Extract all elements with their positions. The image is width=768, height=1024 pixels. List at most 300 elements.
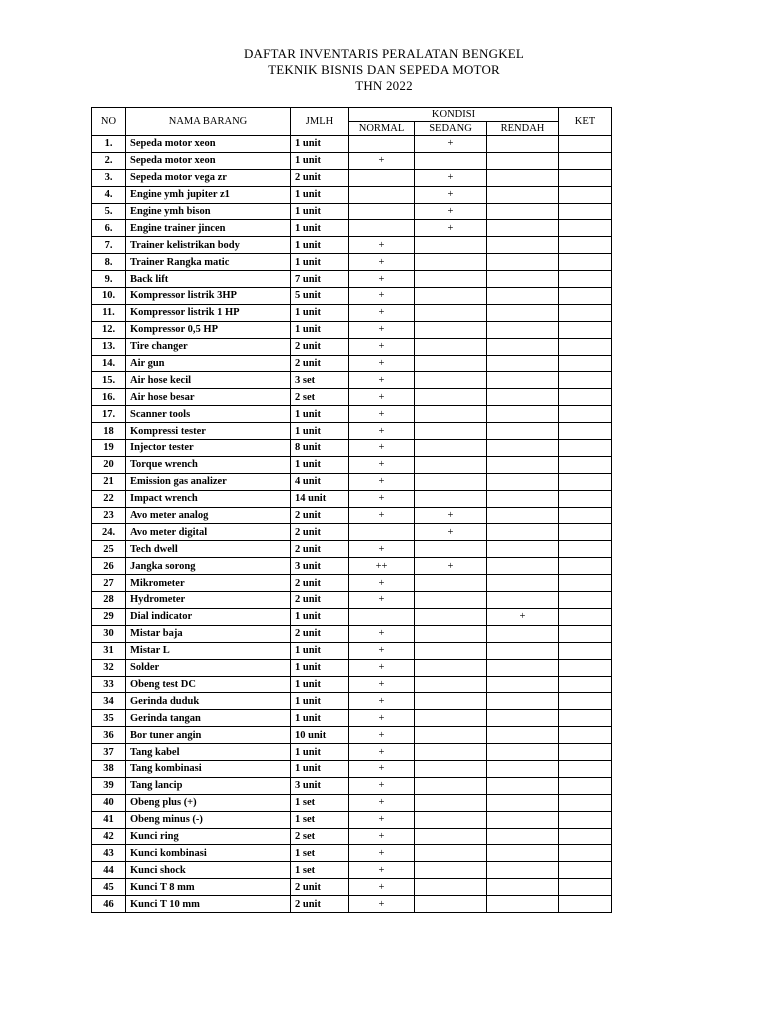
item-name: Mistar baja	[126, 625, 291, 642]
item-name: Back lift	[126, 271, 291, 288]
condition-normal: +	[349, 423, 415, 440]
condition-rendah	[487, 473, 559, 490]
keterangan	[559, 237, 612, 254]
condition-sedang	[415, 575, 487, 592]
keterangan	[559, 608, 612, 625]
item-quantity: 1 set	[291, 794, 349, 811]
row-number: 41	[92, 811, 126, 828]
item-name: Hydrometer	[126, 592, 291, 609]
condition-rendah	[487, 659, 559, 676]
condition-normal: +	[349, 271, 415, 288]
condition-normal: +	[349, 338, 415, 355]
row-number: 5.	[92, 203, 126, 220]
table-row	[92, 440, 612, 457]
condition-sedang	[415, 811, 487, 828]
table-row	[92, 659, 612, 676]
table-row	[92, 710, 612, 727]
condition-rendah	[487, 372, 559, 389]
condition-sedang: +	[415, 507, 487, 524]
header-ket: KET	[559, 108, 612, 136]
condition-rendah	[487, 642, 559, 659]
title-line-1: DAFTAR INVENTARIS PERALATAN BENGKEL	[243, 46, 525, 61]
condition-normal	[349, 608, 415, 625]
item-quantity: 2 unit	[291, 507, 349, 524]
item-name: Kompressi tester	[126, 423, 291, 440]
table-row	[92, 879, 612, 896]
row-number: 6.	[92, 220, 126, 237]
item-name: Kunci ring	[126, 828, 291, 845]
item-quantity: 2 unit	[291, 879, 349, 896]
item-name: Bor tuner angin	[126, 727, 291, 744]
condition-rendah	[487, 321, 559, 338]
condition-sedang	[415, 659, 487, 676]
item-name: Tire changer	[126, 338, 291, 355]
condition-sedang	[415, 473, 487, 490]
condition-rendah	[487, 777, 559, 794]
table-row	[92, 760, 612, 777]
condition-normal: +	[349, 440, 415, 457]
header-name: NAMA BARANG	[126, 108, 291, 136]
condition-rendah	[487, 203, 559, 220]
condition-sedang	[415, 237, 487, 254]
condition-rendah	[487, 338, 559, 355]
keterangan	[559, 389, 612, 406]
row-number: 38	[92, 760, 126, 777]
item-name: Kompressor listrik 1 HP	[126, 304, 291, 321]
item-name: Engine trainer jincen	[126, 220, 291, 237]
table-header	[92, 108, 612, 136]
condition-normal: ++	[349, 558, 415, 575]
condition-normal: +	[349, 760, 415, 777]
item-quantity: 2 unit	[291, 541, 349, 558]
condition-rendah	[487, 389, 559, 406]
condition-normal: +	[349, 321, 415, 338]
table-row	[92, 490, 612, 507]
condition-rendah	[487, 727, 559, 744]
condition-rendah	[487, 186, 559, 203]
condition-normal: +	[349, 152, 415, 169]
row-number: 1.	[92, 136, 126, 153]
condition-rendah	[487, 879, 559, 896]
condition-normal: +	[349, 693, 415, 710]
keterangan	[559, 473, 612, 490]
row-number: 27	[92, 575, 126, 592]
condition-sedang	[415, 625, 487, 642]
condition-normal: +	[349, 659, 415, 676]
condition-rendah	[487, 507, 559, 524]
table-row	[92, 862, 612, 879]
table-row	[92, 676, 612, 693]
row-number: 20	[92, 456, 126, 473]
item-name: Engine ymh bison	[126, 203, 291, 220]
row-number: 40	[92, 794, 126, 811]
item-name: Sepeda motor xeon	[126, 136, 291, 153]
keterangan	[559, 440, 612, 457]
item-name: Kompressor listrik 3HP	[126, 288, 291, 305]
keterangan	[559, 862, 612, 879]
item-quantity: 4 unit	[291, 473, 349, 490]
condition-normal: +	[349, 372, 415, 389]
condition-rendah	[487, 760, 559, 777]
table-row	[92, 456, 612, 473]
row-number: 46	[92, 896, 126, 913]
row-number: 13.	[92, 338, 126, 355]
item-name: Avo meter analog	[126, 507, 291, 524]
condition-sedang	[415, 845, 487, 862]
condition-sedang	[415, 592, 487, 609]
item-quantity: 2 unit	[291, 575, 349, 592]
condition-rendah	[487, 541, 559, 558]
condition-rendah	[487, 423, 559, 440]
item-name: Gerinda tangan	[126, 710, 291, 727]
condition-sedang	[415, 676, 487, 693]
header-no: NO	[92, 108, 126, 136]
item-quantity: 1 unit	[291, 676, 349, 693]
item-quantity: 2 unit	[291, 625, 349, 642]
condition-sedang	[415, 304, 487, 321]
keterangan	[559, 203, 612, 220]
keterangan	[559, 845, 612, 862]
title-line-2: TEKNIK BISNIS DAN SEPEDA MOTOR	[268, 62, 500, 77]
keterangan	[559, 288, 612, 305]
condition-rendah	[487, 152, 559, 169]
condition-normal: +	[349, 304, 415, 321]
condition-normal: +	[349, 676, 415, 693]
table-row	[92, 507, 612, 524]
row-number: 24.	[92, 524, 126, 541]
keterangan	[559, 254, 612, 271]
item-name: Obeng test DC	[126, 676, 291, 693]
row-number: 22	[92, 490, 126, 507]
row-number: 32	[92, 659, 126, 676]
item-name: Air hose besar	[126, 389, 291, 406]
header-sedang: SEDANG	[415, 122, 487, 136]
row-number: 2.	[92, 152, 126, 169]
condition-normal: +	[349, 710, 415, 727]
condition-sedang	[415, 288, 487, 305]
condition-sedang: +	[415, 220, 487, 237]
table-row	[92, 558, 612, 575]
condition-rendah	[487, 862, 559, 879]
condition-rendah	[487, 811, 559, 828]
condition-rendah	[487, 304, 559, 321]
keterangan	[559, 338, 612, 355]
condition-normal: +	[349, 845, 415, 862]
item-name: Trainer Rangka matic	[126, 254, 291, 271]
condition-normal: +	[349, 288, 415, 305]
row-number: 35	[92, 710, 126, 727]
table-row	[92, 338, 612, 355]
condition-sedang	[415, 456, 487, 473]
item-name: Kompressor 0,5 HP	[126, 321, 291, 338]
condition-normal: +	[349, 592, 415, 609]
keterangan	[559, 490, 612, 507]
table-row	[92, 727, 612, 744]
keterangan	[559, 744, 612, 761]
condition-sedang	[415, 355, 487, 372]
keterangan	[559, 456, 612, 473]
item-quantity: 1 unit	[291, 608, 349, 625]
condition-sedang	[415, 828, 487, 845]
condition-normal: +	[349, 541, 415, 558]
table-row	[92, 237, 612, 254]
table-row	[92, 625, 612, 642]
condition-normal: +	[349, 744, 415, 761]
condition-sedang: +	[415, 136, 487, 153]
item-quantity: 8 unit	[291, 440, 349, 457]
table-row	[92, 777, 612, 794]
item-quantity: 2 unit	[291, 169, 349, 186]
row-number: 17.	[92, 406, 126, 423]
row-number: 12.	[92, 321, 126, 338]
item-quantity: 1 unit	[291, 321, 349, 338]
item-quantity: 2 unit	[291, 355, 349, 372]
table-row	[92, 169, 612, 186]
row-number: 44	[92, 862, 126, 879]
condition-rendah: +	[487, 608, 559, 625]
keterangan	[559, 423, 612, 440]
condition-sedang	[415, 271, 487, 288]
condition-sedang	[415, 152, 487, 169]
table-row	[92, 136, 612, 153]
item-quantity: 1 unit	[291, 152, 349, 169]
row-number: 43	[92, 845, 126, 862]
row-number: 30	[92, 625, 126, 642]
item-quantity: 1 unit	[291, 710, 349, 727]
condition-normal: +	[349, 625, 415, 642]
condition-rendah	[487, 456, 559, 473]
keterangan	[559, 304, 612, 321]
condition-rendah	[487, 676, 559, 693]
condition-normal: +	[349, 879, 415, 896]
row-number: 25	[92, 541, 126, 558]
condition-sedang	[415, 321, 487, 338]
table-row	[92, 203, 612, 220]
condition-rendah	[487, 237, 559, 254]
condition-rendah	[487, 524, 559, 541]
table-row	[92, 389, 612, 406]
condition-sedang	[415, 760, 487, 777]
row-number: 18	[92, 423, 126, 440]
table-row	[92, 220, 612, 237]
item-name: Tang lancip	[126, 777, 291, 794]
condition-sedang	[415, 794, 487, 811]
row-number: 23	[92, 507, 126, 524]
row-number: 45	[92, 879, 126, 896]
item-quantity: 1 unit	[291, 642, 349, 659]
item-name: Air gun	[126, 355, 291, 372]
condition-sedang	[415, 389, 487, 406]
table-row	[92, 811, 612, 828]
table-row	[92, 271, 612, 288]
title-line-3: THN 2022	[355, 78, 413, 93]
item-quantity: 10 unit	[291, 727, 349, 744]
row-number: 34	[92, 693, 126, 710]
condition-sedang	[415, 862, 487, 879]
table-row	[92, 608, 612, 625]
condition-rendah	[487, 220, 559, 237]
row-number: 33	[92, 676, 126, 693]
header-kondisi: KONDISI	[349, 108, 559, 122]
item-name: Torque wrench	[126, 456, 291, 473]
condition-sedang	[415, 693, 487, 710]
item-quantity: 5 unit	[291, 288, 349, 305]
table-row	[92, 423, 612, 440]
table-row	[92, 744, 612, 761]
condition-rendah	[487, 575, 559, 592]
condition-normal: +	[349, 727, 415, 744]
item-name: Kunci T 10 mm	[126, 896, 291, 913]
item-name: Engine ymh jupiter z1	[126, 186, 291, 203]
condition-normal: +	[349, 575, 415, 592]
row-number: 29	[92, 608, 126, 625]
row-number: 3.	[92, 169, 126, 186]
condition-rendah	[487, 271, 559, 288]
condition-rendah	[487, 355, 559, 372]
row-number: 19	[92, 440, 126, 457]
keterangan	[559, 355, 612, 372]
item-quantity: 1 unit	[291, 423, 349, 440]
item-quantity: 14 unit	[291, 490, 349, 507]
item-name: Tang kombinasi	[126, 760, 291, 777]
condition-normal: +	[349, 777, 415, 794]
row-number: 10.	[92, 288, 126, 305]
item-name: Tech dwell	[126, 541, 291, 558]
row-number: 31	[92, 642, 126, 659]
item-quantity: 7 unit	[291, 271, 349, 288]
table-row	[92, 321, 612, 338]
condition-normal: +	[349, 862, 415, 879]
row-number: 16.	[92, 389, 126, 406]
table-row	[92, 896, 612, 913]
condition-normal: +	[349, 811, 415, 828]
table-row	[92, 152, 612, 169]
keterangan	[559, 693, 612, 710]
table-row	[92, 575, 612, 592]
table-row	[92, 473, 612, 490]
item-quantity: 1 unit	[291, 220, 349, 237]
item-quantity: 2 unit	[291, 592, 349, 609]
row-number: 4.	[92, 186, 126, 203]
header-qty: JMLH	[291, 108, 349, 136]
condition-normal: +	[349, 642, 415, 659]
item-name: Mikrometer	[126, 575, 291, 592]
condition-sedang: +	[415, 186, 487, 203]
condition-rendah	[487, 693, 559, 710]
condition-sedang	[415, 727, 487, 744]
condition-rendah	[487, 744, 559, 761]
keterangan	[559, 220, 612, 237]
keterangan	[559, 625, 612, 642]
keterangan	[559, 760, 612, 777]
condition-normal: +	[349, 237, 415, 254]
table-row	[92, 355, 612, 372]
item-name: Impact wrench	[126, 490, 291, 507]
item-quantity: 1 set	[291, 862, 349, 879]
row-number: 7.	[92, 237, 126, 254]
condition-sedang	[415, 896, 487, 913]
condition-sedang	[415, 440, 487, 457]
item-quantity: 1 set	[291, 811, 349, 828]
keterangan	[559, 592, 612, 609]
row-number: 26	[92, 558, 126, 575]
condition-normal: +	[349, 473, 415, 490]
table-row	[92, 541, 612, 558]
condition-sedang: +	[415, 169, 487, 186]
condition-normal	[349, 169, 415, 186]
condition-normal: +	[349, 406, 415, 423]
row-number: 28	[92, 592, 126, 609]
item-quantity: 1 unit	[291, 203, 349, 220]
keterangan	[559, 896, 612, 913]
table-row	[92, 592, 612, 609]
condition-rendah	[487, 288, 559, 305]
item-name: Dial indicator	[126, 608, 291, 625]
keterangan	[559, 659, 612, 676]
item-quantity: 1 unit	[291, 744, 349, 761]
item-quantity: 1 unit	[291, 693, 349, 710]
keterangan	[559, 321, 612, 338]
condition-rendah	[487, 558, 559, 575]
condition-normal: +	[349, 794, 415, 811]
keterangan	[559, 136, 612, 153]
table-row	[92, 845, 612, 862]
condition-sedang: +	[415, 524, 487, 541]
item-name: Jangka sorong	[126, 558, 291, 575]
condition-sedang	[415, 490, 487, 507]
table-row	[92, 186, 612, 203]
table-row	[92, 254, 612, 271]
table-row	[92, 304, 612, 321]
keterangan	[559, 828, 612, 845]
condition-normal: +	[349, 896, 415, 913]
item-name: Kunci kombinasi	[126, 845, 291, 862]
row-number: 15.	[92, 372, 126, 389]
item-quantity: 1 unit	[291, 237, 349, 254]
item-quantity: 2 set	[291, 828, 349, 845]
table-row	[92, 288, 612, 305]
item-quantity: 2 unit	[291, 524, 349, 541]
item-name: Mistar L	[126, 642, 291, 659]
condition-rendah	[487, 136, 559, 153]
condition-rendah	[487, 490, 559, 507]
condition-sedang	[415, 608, 487, 625]
keterangan	[559, 642, 612, 659]
condition-sedang	[415, 777, 487, 794]
keterangan	[559, 372, 612, 389]
keterangan	[559, 676, 612, 693]
keterangan	[559, 271, 612, 288]
item-name: Sepeda motor vega zr	[126, 169, 291, 186]
keterangan	[559, 541, 612, 558]
table-row	[92, 372, 612, 389]
table-row	[92, 828, 612, 845]
condition-rendah	[487, 710, 559, 727]
condition-sedang	[415, 710, 487, 727]
condition-normal: +	[349, 828, 415, 845]
item-quantity: 1 unit	[291, 456, 349, 473]
item-name: Obeng plus (+)	[126, 794, 291, 811]
condition-rendah	[487, 440, 559, 457]
item-name: Solder	[126, 659, 291, 676]
header-rendah: RENDAH	[487, 122, 559, 136]
keterangan	[559, 186, 612, 203]
condition-rendah	[487, 845, 559, 862]
condition-rendah	[487, 625, 559, 642]
item-quantity: 1 set	[291, 845, 349, 862]
condition-rendah	[487, 406, 559, 423]
row-number: 37	[92, 744, 126, 761]
